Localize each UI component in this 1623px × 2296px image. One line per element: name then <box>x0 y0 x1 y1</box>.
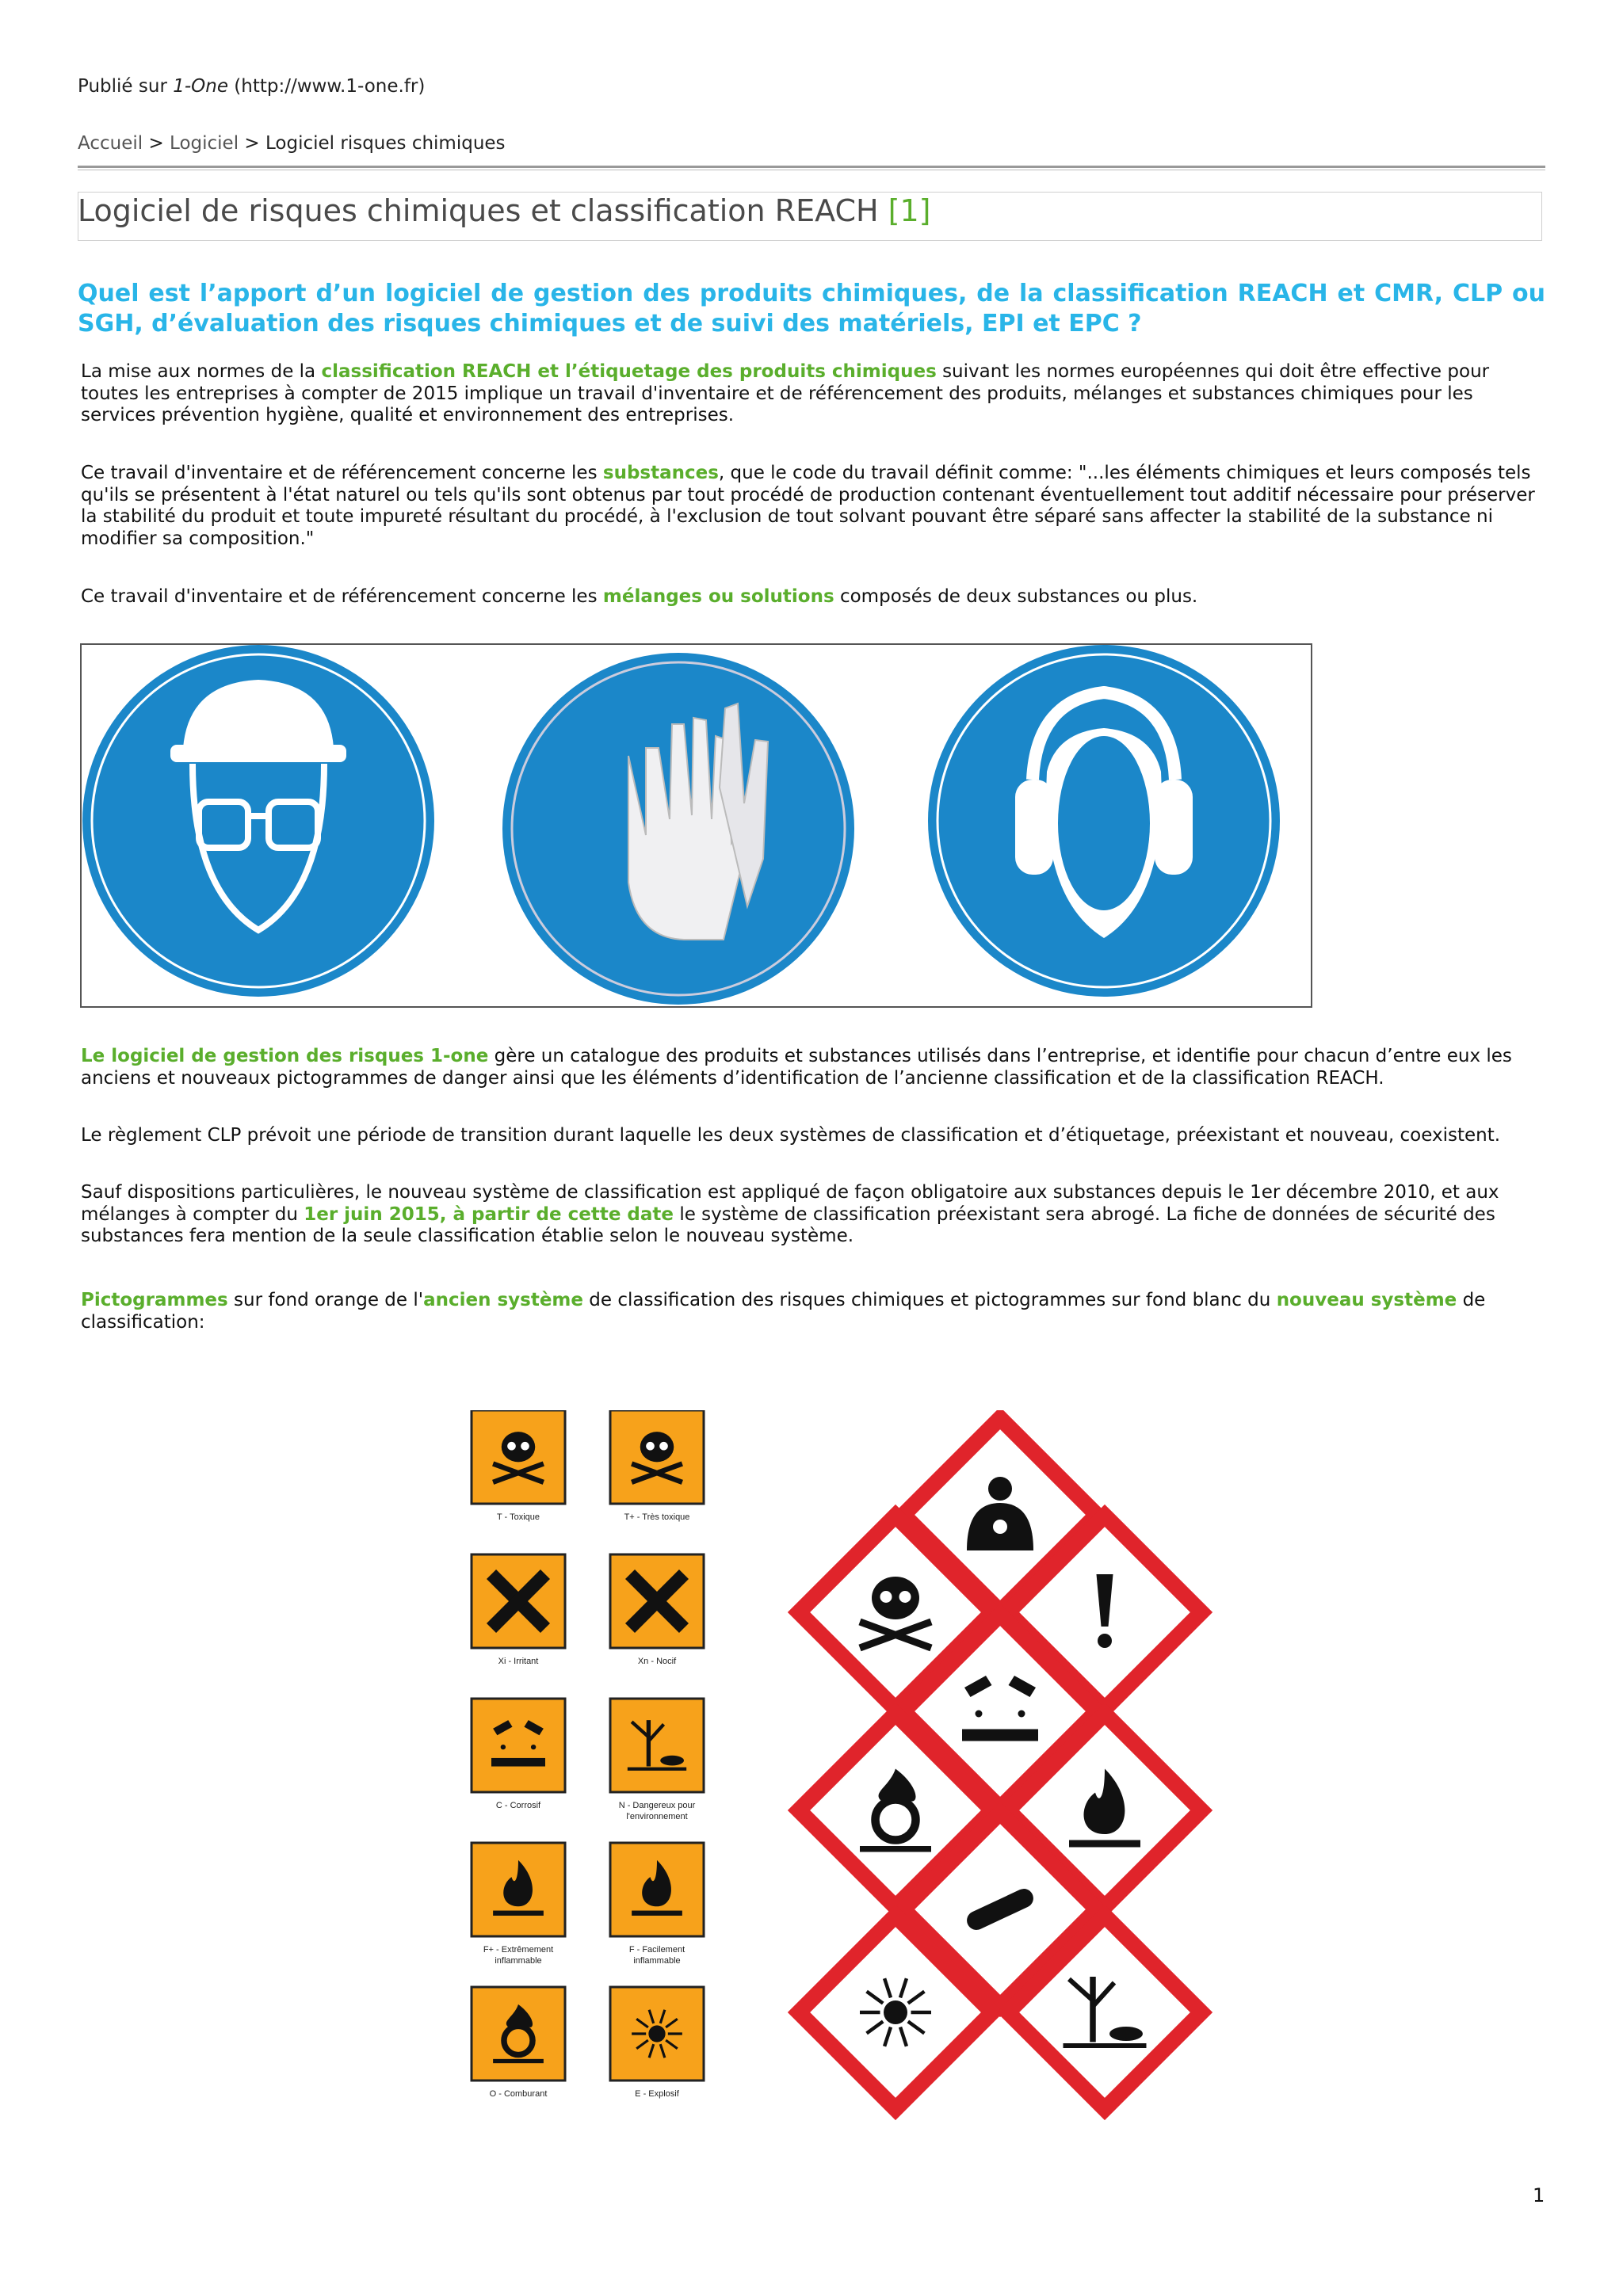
helmet-goggles-icon <box>82 645 434 997</box>
highlight: Pictogrammes <box>81 1290 228 1310</box>
highlight: nouveau système <box>1276 1290 1457 1310</box>
old-pictogram-label: E - Explosif <box>635 2089 679 2099</box>
highlight: classification REACH et l’étiquetage des produits chimiques <box>321 361 937 382</box>
old-pictogram-label: inflammable <box>495 1956 542 1966</box>
old-pictogram <box>610 1843 704 1966</box>
old-pictogram-label: inflammable <box>633 1956 681 1966</box>
text: , que le code du travail définit comme: "...les éléments chimiques et leurs composés tels qu'ils se présentent à l'état naturel ou tels qu'ils sont obtenus par tout procédé de production contenant éventuellement tout additif nécessaire pour préserver la stabilité du produit et toute impureté résultant du procédé, à l'exclusion de tout solvant pouvant être séparé sans affecter la stabilité de la substance ni modifier sa composition." <box>81 463 1535 549</box>
breadcrumb-separator: > <box>143 133 170 154</box>
page-title-text: Logiciel de risques chimiques et classification REACH <box>78 193 888 228</box>
old-pictogram <box>472 1987 565 2099</box>
text: sur fond orange de l' <box>227 1290 424 1310</box>
text: de classification des risques chimiques et pictogrammes sur fond blanc du <box>583 1290 1277 1310</box>
old-pictogram <box>472 1843 565 1966</box>
published-line <box>78 76 425 97</box>
page-number: 1 <box>1533 2184 1545 2206</box>
text: La mise aux normes de la <box>81 361 322 382</box>
text: gère un catalogue des produits et substances utilisés dans l’entreprise, et identifie pour chacun d’entre eux les anciens et nouveaux pictogrammes de danger ainsi que les éléments d’identification de l’ancienne classification et de la classification REACH. <box>81 1046 1512 1089</box>
breadcrumb-separator: > <box>239 133 266 154</box>
old-pictogram-label: T - Toxique <box>496 1512 540 1522</box>
old-pictogram-label: C - Corrosif <box>495 1801 541 1810</box>
text: suivant les normes européennes qui doit être effective pour toutes les entreprises à compter de 2015 implique un travail d'inventaire et de référencement des produits, mélanges et substances chimiques pour les services prévention hygiène, qualité et environnement des entreprises. <box>81 361 1490 425</box>
divider <box>78 166 1545 168</box>
text: composés de deux substances ou plus. <box>834 586 1198 607</box>
paragraph-6 <box>81 1182 1539 1248</box>
page-title <box>78 193 930 228</box>
text: Ce travail d'inventaire et de référencement concerne les <box>81 586 603 607</box>
paragraph-1 <box>81 361 1539 427</box>
breadcrumb-section[interactable]: Logiciel <box>170 133 239 154</box>
text: le système de classification préexistant sera abrogé. La fiche de données de sécurité des substances fera mention de la seule classification établie selon le nouveau système. <box>81 1203 1495 1246</box>
paragraph-5: Le règlement CLP prévoit une période de transition durant laquelle les deux systèmes de classification et d’étiquetage, préexistant et nouveau, coexistent. <box>81 1125 1501 1146</box>
old-pictogram-label: O - Comburant <box>489 2089 548 2099</box>
site-url[interactable]: (http://www.1-one.fr) <box>227 76 426 97</box>
old-pictogram-label: l'environnement <box>626 1812 688 1821</box>
ear-protection-icon <box>928 645 1280 997</box>
published-prefix: Publié sur <box>78 76 174 97</box>
paragraph-4 <box>81 1046 1539 1089</box>
breadcrumb-home[interactable]: Accueil <box>78 133 143 154</box>
text: de classification: <box>81 1290 1486 1333</box>
paragraph-2 <box>81 463 1539 550</box>
gloves-icon <box>502 653 854 1005</box>
old-pictogram <box>610 1987 704 2099</box>
old-pictogram-label: F - Facilement <box>628 1945 685 1955</box>
highlight: mélanges ou solutions <box>602 586 834 607</box>
old-pictogram-label: Xn - Nocif <box>637 1657 677 1666</box>
paragraph-7 <box>81 1290 1539 1333</box>
old-pictogram-label: T+ - Très toxique <box>624 1512 690 1522</box>
old-pictogram <box>472 1410 565 1522</box>
footnote-ref[interactable]: [1] <box>888 193 931 228</box>
ppe-signs-image <box>80 643 1312 1008</box>
paragraph-3 <box>81 586 1539 608</box>
text: Ce travail d'inventaire et de référencement concerne les <box>81 463 603 483</box>
breadcrumb <box>78 133 506 154</box>
hazard-pictograms-image <box>412 1410 1220 2155</box>
old-pictogram <box>610 1410 704 1522</box>
old-pictogram <box>472 1699 565 1810</box>
highlight[interactable]: Le logiciel de gestion des risques 1-one <box>81 1046 489 1066</box>
old-pictogram <box>610 1699 704 1821</box>
old-pictogram-label: N - Dangereux pour <box>618 1801 696 1810</box>
highlight: ancien système <box>423 1290 583 1310</box>
old-pictogram-label: Xi - Irritant <box>498 1657 539 1666</box>
lead-question: Quel est l’apport d’un logiciel de gestion des produits chimiques, de la classification REACH et CMR, CLP ou SGH, d’évaluation des risques chimiques et de suivi des matériels, EPI et EPC ? <box>78 280 1545 338</box>
old-pictogram <box>610 1554 704 1666</box>
old-pictogram-label: F+ - Extrêmement <box>483 1945 554 1955</box>
old-pictogram <box>472 1554 565 1666</box>
highlight: 1er juin 2015, à partir de cette date <box>304 1203 674 1225</box>
text: Sauf dispositions particulières, le nouveau système de classification est appliqué de façon obligatoire aux substances depuis le 1er décembre 2010, et aux mélanges à compter du <box>81 1182 1499 1225</box>
breadcrumb-current: Logiciel risques chimiques <box>265 133 506 154</box>
site-name: 1-One <box>173 76 228 97</box>
highlight: substances <box>602 463 719 483</box>
